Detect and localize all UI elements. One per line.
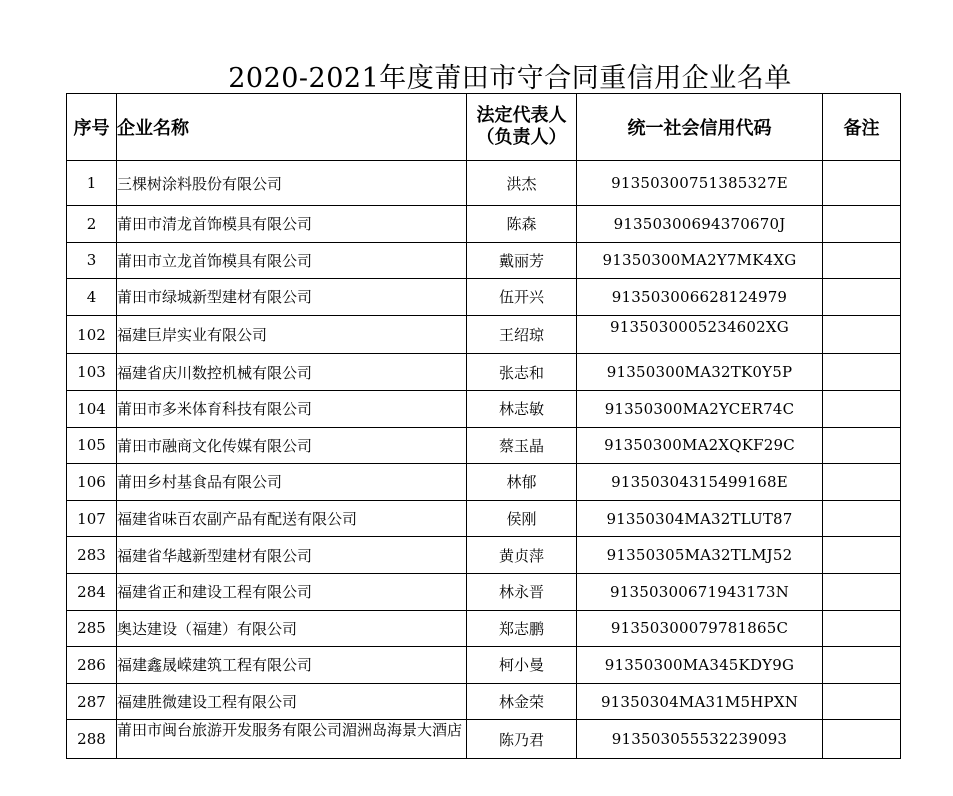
table-row bbox=[67, 720, 901, 759]
cell-legal-representative: 林永晋 bbox=[467, 573, 577, 610]
cell-legal-representative: 陈乃君 bbox=[467, 720, 577, 759]
cell-legal-representative: 黄贞萍 bbox=[467, 537, 577, 574]
cell-company-name: 莆田市融商文化传媒有限公司 bbox=[117, 427, 467, 464]
cell-credit-code: 9135030005234602XG bbox=[577, 315, 823, 354]
cell-credit-code: 91350300694370670J bbox=[577, 206, 823, 243]
cell-legal-representative: 戴丽芳 bbox=[467, 242, 577, 279]
cell-serial-number: 284 bbox=[67, 573, 117, 610]
cell-credit-code: 91350304MA31M5HPXN bbox=[577, 683, 823, 720]
cell-company-name: 福建省庆川数控机械有限公司 bbox=[117, 354, 467, 391]
cell-serial-number: 283 bbox=[67, 537, 117, 574]
cell-legal-representative: 郑志鹏 bbox=[467, 610, 577, 647]
cell-serial-number: 104 bbox=[67, 390, 117, 427]
cell-serial-number: 107 bbox=[67, 500, 117, 537]
table-row bbox=[67, 390, 901, 427]
cell-remarks bbox=[823, 683, 901, 720]
header-rep-line2: （负责人） bbox=[476, 127, 567, 148]
cell-remarks bbox=[823, 464, 901, 501]
cell-remarks bbox=[823, 390, 901, 427]
table-row bbox=[67, 573, 901, 610]
cell-remarks bbox=[823, 720, 901, 759]
header-legal-representative bbox=[467, 94, 577, 161]
table-row bbox=[67, 315, 901, 354]
table-header-row bbox=[67, 94, 901, 161]
cell-credit-code: 913503055532239093 bbox=[577, 720, 823, 759]
cell-legal-representative: 林郁 bbox=[467, 464, 577, 501]
table-row bbox=[67, 161, 901, 206]
cell-company-name: 莆田乡村基食品有限公司 bbox=[117, 464, 467, 501]
cell-serial-number: 103 bbox=[67, 354, 117, 391]
cell-company-name: 莆田市立龙首饰模具有限公司 bbox=[117, 242, 467, 279]
cell-credit-code: 91350300MA2YCER74C bbox=[577, 390, 823, 427]
cell-serial-number: 285 bbox=[67, 610, 117, 647]
cell-serial-number: 4 bbox=[67, 279, 117, 316]
cell-company-name: 莆田市清龙首饰模具有限公司 bbox=[117, 206, 467, 243]
cell-remarks bbox=[823, 500, 901, 537]
cell-credit-code: 91350300MA2XQKF29C bbox=[577, 427, 823, 464]
cell-remarks bbox=[823, 647, 901, 684]
cell-remarks bbox=[823, 354, 901, 391]
table-row bbox=[67, 242, 901, 279]
table-row bbox=[67, 683, 901, 720]
header-rep-line1: 法定代表人 bbox=[476, 105, 567, 126]
cell-remarks bbox=[823, 315, 901, 354]
cell-company-name: 莆田市绿城新型建材有限公司 bbox=[117, 279, 467, 316]
table-row bbox=[67, 464, 901, 501]
cell-legal-representative: 陈森 bbox=[467, 206, 577, 243]
cell-legal-representative: 伍开兴 bbox=[467, 279, 577, 316]
cell-serial-number: 288 bbox=[67, 720, 117, 759]
cell-remarks bbox=[823, 206, 901, 243]
cell-credit-code: 913503043154991​68E bbox=[577, 464, 823, 501]
cell-legal-representative: 洪杰 bbox=[467, 161, 577, 206]
header-serial-number: 序号 bbox=[67, 94, 117, 161]
cell-serial-number: 106 bbox=[67, 464, 117, 501]
header-credit-code: 统一社会信用代码 bbox=[577, 94, 823, 161]
cell-company-name: 福建省华越新型建材有限公司 bbox=[117, 537, 467, 574]
cell-legal-representative: 林志敏 bbox=[467, 390, 577, 427]
cell-legal-representative: 蔡玉晶 bbox=[467, 427, 577, 464]
table-row bbox=[67, 279, 901, 316]
cell-company-name: 福建巨岸实业有限公司 bbox=[117, 315, 467, 354]
cell-remarks bbox=[823, 573, 901, 610]
cell-legal-representative: 王绍琼 bbox=[467, 315, 577, 354]
cell-credit-code: 91350305MA32TLMJ52 bbox=[577, 537, 823, 574]
cell-serial-number: 3 bbox=[67, 242, 117, 279]
cell-remarks bbox=[823, 242, 901, 279]
header-remarks: 备注 bbox=[823, 94, 901, 161]
cell-company-name: 福建省味百农副产品有配送有限公司 bbox=[117, 500, 467, 537]
cell-company-name: 福建胜微建设工程有限公司 bbox=[117, 683, 467, 720]
cell-serial-number: 2 bbox=[67, 206, 117, 243]
cell-remarks bbox=[823, 610, 901, 647]
cell-company-name: 莆田市多米体育科技有限公司 bbox=[117, 390, 467, 427]
table-row bbox=[67, 537, 901, 574]
cell-credit-code: 91350304MA32TLUT87 bbox=[577, 500, 823, 537]
cell-serial-number: 102 bbox=[67, 315, 117, 354]
cell-remarks bbox=[823, 279, 901, 316]
cell-legal-representative: 张志和 bbox=[467, 354, 577, 391]
cell-remarks bbox=[823, 161, 901, 206]
table-row bbox=[67, 647, 901, 684]
cell-company-name: 奥达建设（福建）有限公司 bbox=[117, 610, 467, 647]
page-title: 2020-2021年度莆田市守合同重信用企业名单 bbox=[228, 63, 792, 94]
cell-credit-code: 91350300079781865C bbox=[577, 610, 823, 647]
table-row bbox=[67, 354, 901, 391]
cell-remarks bbox=[823, 427, 901, 464]
cell-credit-code: 913503006628124979 bbox=[577, 279, 823, 316]
cell-legal-representative: 柯小曼 bbox=[467, 647, 577, 684]
cell-serial-number: 287 bbox=[67, 683, 117, 720]
table-row bbox=[67, 500, 901, 537]
cell-credit-code: 91350300671943173N bbox=[577, 573, 823, 610]
cell-serial-number: 105 bbox=[67, 427, 117, 464]
table-row bbox=[67, 427, 901, 464]
cell-serial-number: 1 bbox=[67, 161, 117, 206]
table-row bbox=[67, 206, 901, 243]
cell-company-name: 三棵树涂料股份有限公司 bbox=[117, 161, 467, 206]
enterprise-table bbox=[66, 93, 901, 759]
header-company-name: 企业名称 bbox=[117, 94, 467, 161]
cell-credit-code: 91350300MA345KDY9G bbox=[577, 647, 823, 684]
cell-serial-number: 286 bbox=[67, 647, 117, 684]
cell-legal-representative: 侯刚 bbox=[467, 500, 577, 537]
cell-remarks bbox=[823, 537, 901, 574]
cell-credit-code: 91350300MA32TK0Y5P bbox=[577, 354, 823, 391]
cell-company-name: 福建鑫晟嵘建筑工程有限公司 bbox=[117, 647, 467, 684]
cell-company-name: 福建省正和建设工程有限公司 bbox=[117, 573, 467, 610]
cell-credit-code: 91350300MA2Y7MK4XG bbox=[577, 242, 823, 279]
cell-company-name: 莆田市闽台旅游开发服务有限公司湄洲岛海景大酒店 bbox=[117, 720, 467, 759]
table-row bbox=[67, 610, 901, 647]
cell-legal-representative: 林金荣 bbox=[467, 683, 577, 720]
cell-credit-code: 91350300751385327E bbox=[577, 161, 823, 206]
